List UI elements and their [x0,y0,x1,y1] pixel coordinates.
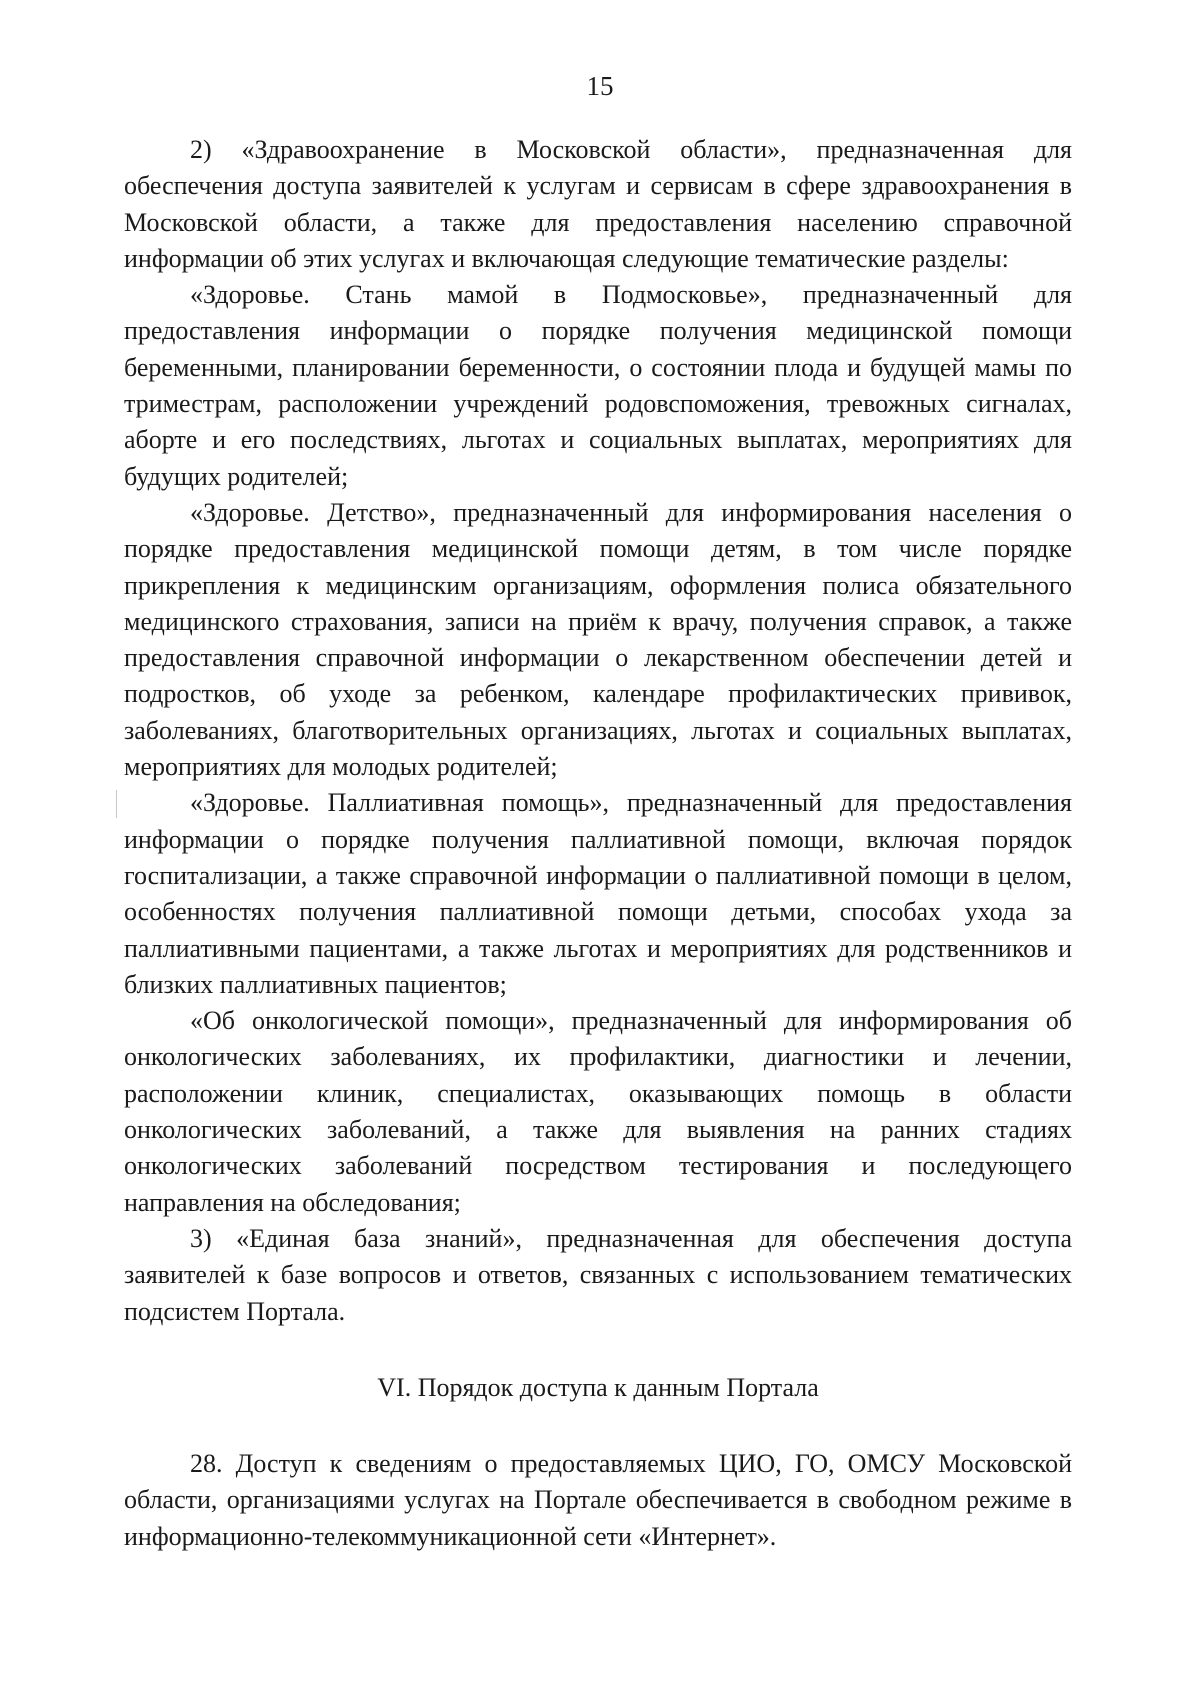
paragraph-become-mom: «Здоровье. Стань мамой в Подмосковье», предназначенный для предоставления информации о порядке получения медицинской помощи беременными, планировании беременности, о состоянии плода и будущей мамы по триместрам, расположении учреждений родовспоможения, тревожных сигналах, аборте и его последствиях, льготах и социальных выплатах, мероприятиях для будущих родителей; [124,280,1072,491]
paragraph-item-3-knowledge-base: 3) «Единая база знаний», предназначенная для обеспечения доступа заявителей к базе вопросов и ответов, связанных с использованием тематических подсистем Портала. [124,1223,1072,1326]
page-number: 15 [586,71,614,101]
paragraph-item-2-healthcare: 2) «Здравоохранение в Московской области», предназначенная для обеспечения доступа заявителей к услугам и сервисам в сфере здравоохранения в Московской области, а также для предоставления населению справочной информации об этих услугах и включающая следующие тематические разделы: [124,135,1072,273]
paragraph-childhood: «Здоровье. Детство», предназначенный для информирования населения о порядке предоставления медицинской помощи детям, в том числе порядке прикрепления к медицинским организациям, оформления полиса обязательного медицинского страхования, записи на приём к врачу, получения справок, а также предоставления справочной информации о лекарственном обеспечении детей и подростков, об уходе за ребенком, календаре профилактических прививок, заболеваниях, благотворительных организациях, льготах и социальных выплатах, мероприятиях для молодых родителей; [124,497,1072,782]
document-body [124,132,1072,1555]
paragraph-palliative-care: «Здоровье. Паллиативная помощь», предназначенный для предоставления информации о порядке получения паллиативной помощи, включая порядок госпитализации, а также справочной информации о паллиативной помощи в целом, особенностях получения паллиативной помощи детьми, способах ухода за паллиативными пациентами, а также льготах и мероприятиях для родственников и близких паллиативных пациентов; [124,788,1072,999]
section-heading: VI. Порядок доступа к данным Портала [377,1372,819,1402]
paragraph-oncology: «Об онкологической помощи», предназначенный для информирования об онкологических заболеваниях, их профилактики, диагностики и лечении, расположении клиник, специалистах, оказывающих помощь в области онкологических заболеваний, а также для выявления на ранних стадиях онкологических заболеваний посредством тестирования и последующего направления на обследования; [124,1006,1072,1217]
scan-artifact-mark [116,790,117,818]
paragraph-28-access: 28. Доступ к сведениям о предоставляемых ЦИО, ГО, ОМСУ Московской области, организациями услугах на Портале обеспечивается в свободном режиме в информационно-телекоммуникационной сети «Интернет». [124,1449,1072,1551]
